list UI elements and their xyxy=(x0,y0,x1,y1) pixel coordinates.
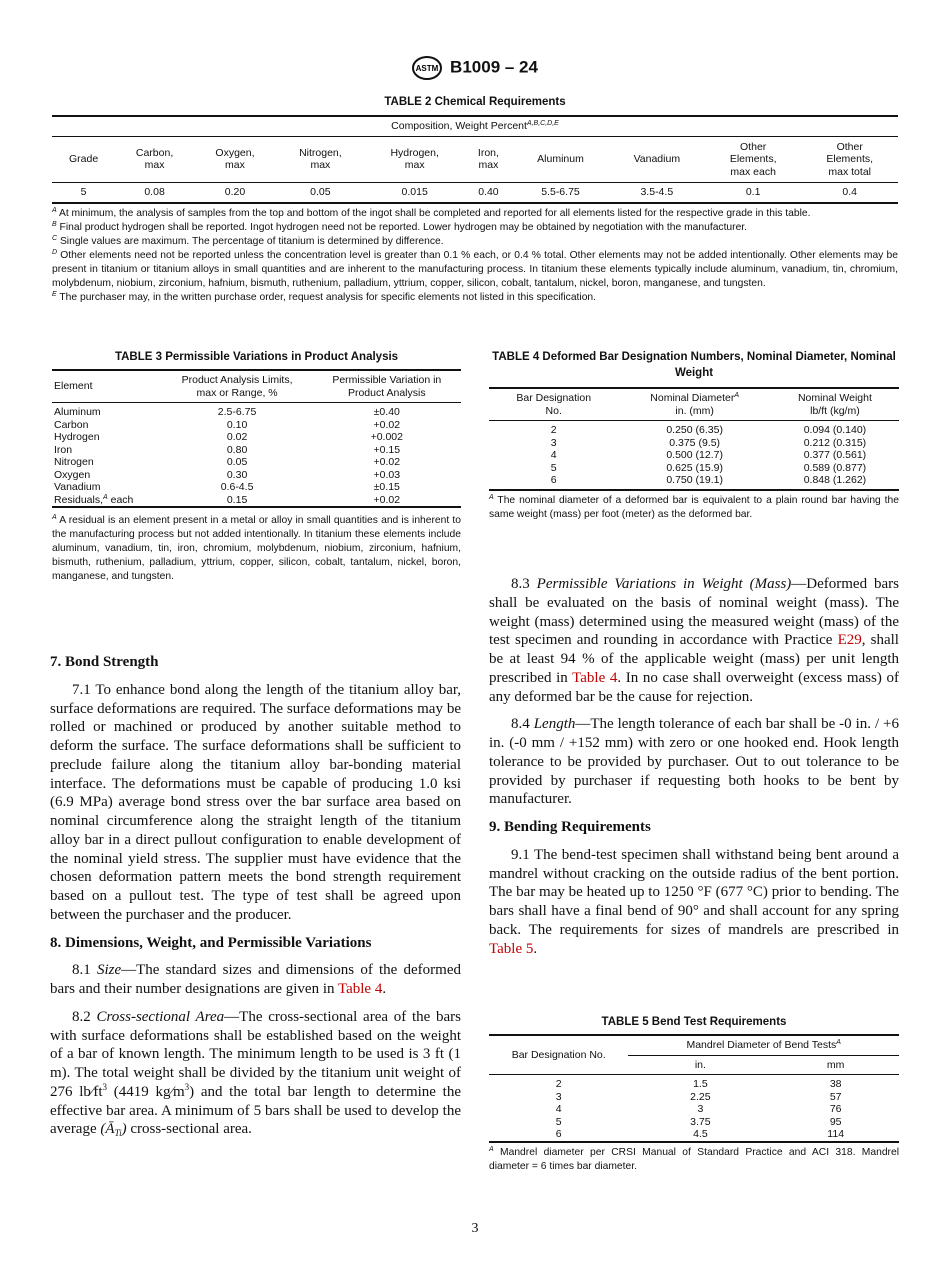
column-header-line: Aluminum xyxy=(537,153,584,165)
column-header-line: Permissible Variation in xyxy=(332,374,442,386)
text-run: 8.4 xyxy=(511,716,534,733)
table-row xyxy=(52,431,461,444)
column-header-line: Other xyxy=(740,140,767,153)
cross-reference-link[interactable]: Table 4 xyxy=(337,981,383,997)
column-header-line: max xyxy=(144,159,165,172)
column-header-line: Bar Designation xyxy=(516,392,592,404)
table-cell: 0.15 xyxy=(226,493,248,506)
column-header-line: max or Range, % xyxy=(196,386,278,399)
column-header-line: Vanadium xyxy=(633,153,681,165)
table-cell: 5 xyxy=(550,461,557,474)
footnote-mark: E xyxy=(52,290,57,298)
text-run: Ti xyxy=(114,1128,122,1139)
table-cell: Aluminum xyxy=(54,406,101,418)
group-header: Composition, Weight Percent xyxy=(391,120,527,132)
table-cell: 114 xyxy=(827,1128,845,1140)
text-run: 9. Bending Requirements xyxy=(489,819,651,835)
table-cell: 5.5-6.75 xyxy=(541,186,580,198)
column-header-line: max each xyxy=(730,165,776,178)
table-cell: 3.75 xyxy=(690,1115,711,1128)
table-row xyxy=(52,456,461,469)
column-header-line: in. (mm) xyxy=(675,404,714,417)
text-run: —The standard sizes and dimensions of the deformed bars and their number designations are given in xyxy=(50,962,461,997)
table-cell: 0.015 xyxy=(401,186,428,198)
text-run: 8.3 xyxy=(511,576,537,592)
table-cell: 3 xyxy=(550,436,557,449)
table-cell: 0.20 xyxy=(224,186,246,198)
table-row xyxy=(489,1075,899,1091)
table-3-title: TABLE 3 Permissible Variations in Product Analysis xyxy=(114,351,399,363)
column-header xyxy=(705,136,802,183)
column-header xyxy=(162,370,313,403)
column-header-line: Hydrogen, xyxy=(390,146,439,159)
column-header-line: max xyxy=(478,159,499,172)
table-cell: 2.25 xyxy=(690,1090,711,1103)
column-header-line: No. xyxy=(545,404,562,417)
table-row xyxy=(489,462,899,475)
table-4 xyxy=(489,349,899,522)
table-cell: 0.250 (6.35) xyxy=(666,424,723,436)
table-row xyxy=(52,183,898,203)
paragraph xyxy=(489,575,899,706)
footnote-text: Single values are maximum. The percentage of titanium is determined by difference. xyxy=(59,235,444,247)
footnote xyxy=(52,235,898,249)
table-cell: 0.750 (19.1) xyxy=(666,474,723,486)
table-row xyxy=(52,481,461,494)
table-cell: 0.10 xyxy=(226,418,248,431)
text-run: —The cross-sectional area of the bars with surface deformations shall be established based on the weight of a bar of known length. The minimum length to be used is 3 ft (1 m). The total weight shall be divided by the titanium unit weight of 276 lb⁄ft xyxy=(50,1008,461,1100)
column-header-line: Element xyxy=(54,380,93,393)
table-cell: 2 xyxy=(555,1078,562,1090)
footnote-text: Final product hydrogen shall be reported. Ingot hydrogen need not be reported. Lower hydrogen may be obtained by negotiation with the manufacturer. xyxy=(59,221,748,233)
paragraph xyxy=(50,961,461,999)
left-column-text xyxy=(50,653,461,1148)
footnote-mark: A xyxy=(52,206,57,214)
text-run: 8. Dimensions, Weight, and Permissible Variations xyxy=(50,934,372,951)
table-cell: 6 xyxy=(555,1128,562,1140)
column-header xyxy=(512,136,609,183)
column-header-line: Product Analysis Limits, xyxy=(181,374,293,386)
table-cell: 2 xyxy=(550,424,557,436)
svg-text:ASTM: ASTM xyxy=(415,64,439,73)
right-column-text xyxy=(489,575,899,967)
column-header-line: Grade xyxy=(69,153,99,165)
table-5: TABLE 5 Bend Test Requirements Bar Designation No. Mandrel Diameter of Bend Tests$^A$ in. mm 2 1.5 38 3 2.25 57 4 3 76 5 3.75 95 6 4.5 114 $^A$ Mandrel diameter per CRSI Manual of Standard Practice and ACI 318. Mandrel diameter = 6 times bar diameter. xyxy=(489,1016,899,1172)
text-run: —Deformed bars shall be evaluated on the basis of nominal weight (mass). The weight (mass) determined using the measured weight (mass) of the test specimen and rounding in accordance with Practice xyxy=(489,576,899,649)
table-row xyxy=(489,1128,899,1142)
table-cell: Oxygen xyxy=(54,468,91,481)
table-cell: 0.625 (15.9) xyxy=(666,461,723,474)
table-cell: 38 xyxy=(829,1078,842,1090)
table-cell: 1.5 xyxy=(693,1078,708,1090)
text-run: 3 xyxy=(102,1081,108,1092)
footnote xyxy=(52,207,898,221)
table-cell: 2.5-6.75 xyxy=(217,406,257,418)
table-cell: 3.5-4.5 xyxy=(640,186,674,198)
column-header-line: Nominal Weight xyxy=(797,392,872,404)
text-run: 8.1 xyxy=(72,962,97,979)
column-header-line: Carbon, xyxy=(135,146,174,159)
cross-reference-link[interactable]: Table 4 xyxy=(572,669,618,686)
column-header-line: lb/ft (kg/m) xyxy=(810,404,860,417)
col-mandrel-diameter: Mandrel Diameter of Bend Tests xyxy=(686,1039,837,1051)
table-cell: 0.02 xyxy=(226,431,248,443)
table-cell xyxy=(52,494,162,508)
footnote-mark: D xyxy=(52,248,58,256)
text-run: (Ā xyxy=(100,1121,115,1138)
paragraph xyxy=(489,846,899,959)
table-cell: 0.08 xyxy=(144,186,165,198)
table-row xyxy=(52,469,461,482)
table-cell: +0.03 xyxy=(373,468,401,481)
table-cell: +0.02 xyxy=(373,418,401,431)
text-run: 3 xyxy=(184,1081,190,1092)
table-cell: 0.212 (0.315) xyxy=(803,436,867,449)
column-header xyxy=(276,136,365,183)
table-cell: 3 xyxy=(697,1103,704,1115)
text-run: 7. Bond Strength xyxy=(50,654,159,670)
text-run: Cross-sectional Area xyxy=(96,1008,225,1025)
footnote-text: The purchaser may, in the written purchase order, request analysis for specific elements not listed in this specification. xyxy=(59,291,597,303)
footnote xyxy=(52,249,898,291)
paragraph xyxy=(50,1008,461,1139)
table-cell: 0.05 xyxy=(226,456,248,468)
table-2 xyxy=(52,94,898,305)
column-header xyxy=(52,136,115,183)
table-cell: 0.500 (12.7) xyxy=(666,449,723,461)
table-row xyxy=(52,419,461,432)
footnote xyxy=(52,221,898,235)
table-cell: 4.5 xyxy=(693,1128,708,1140)
column-header-line: Other xyxy=(836,140,863,153)
table-cell: 0.094 (0.140) xyxy=(803,424,867,436)
table-3-footnote: $^A$ A residual is an element present in a metal or alloy in small quantities and is inherent to the manufacturing process but not added intentionally. In titanium these elements include aluminum, vanadium, tin, iron, chromium, molybdenum, niobium, zirconium, hafnium, bismuth, ruthenium, palladium, yttrium, copper, silicon, cobalt, tantalum, nickel, boron, manganese, and tungsten. xyxy=(52,514,461,582)
column-header xyxy=(313,370,461,403)
footnote-mark: A xyxy=(103,493,108,501)
column-header-line: Nominal Diameter xyxy=(650,392,735,404)
column-header xyxy=(618,388,770,421)
table-5-title: TABLE 5 Bend Test Requirements xyxy=(601,1016,787,1028)
footnote-mark: A xyxy=(734,392,739,399)
table-cell: Vanadium xyxy=(54,481,101,493)
column-header-line: max xyxy=(404,159,425,172)
section-heading xyxy=(50,653,461,672)
table-cell: +0.15 xyxy=(373,443,401,456)
column-header-line: Elements, xyxy=(826,153,874,165)
table-row xyxy=(489,1091,899,1104)
table-4-footnote: $^A$ The nominal diameter of a deformed bar is equivalent to a plain round bar having the same weight (mass) per foot (meter) as the deformed bar. xyxy=(489,493,899,520)
table-cell: 0.40 xyxy=(478,186,499,198)
table-cell: 0.05 xyxy=(310,186,331,198)
table-row xyxy=(52,444,461,457)
table-cell: ±0.15 xyxy=(373,481,400,493)
table-cell: +0.002 xyxy=(370,431,403,443)
table-cell: 0.848 (1.262) xyxy=(803,474,867,486)
column-header-line: Product Analysis xyxy=(347,386,426,399)
footnote-marks: A,B,C,D,E xyxy=(526,120,559,127)
table-cell: 0.377 (0.561) xyxy=(803,449,867,461)
cross-reference-link[interactable]: E29 xyxy=(837,632,862,649)
col-mm: mm xyxy=(826,1058,845,1071)
paragraph xyxy=(50,681,461,925)
column-header xyxy=(609,136,705,183)
text-run: 8.2 xyxy=(72,1008,97,1025)
col-bar-designation: Bar Designation No. xyxy=(489,1035,628,1075)
table-cell: 0.1 xyxy=(745,186,761,198)
table-cell: Carbon xyxy=(54,418,89,431)
element-name: Residuals, xyxy=(54,493,104,506)
table-row xyxy=(489,1116,899,1129)
col-in: in. xyxy=(694,1058,706,1071)
table-cell: 76 xyxy=(829,1103,842,1115)
page-number: 3 xyxy=(471,1221,479,1236)
table-cell: Nitrogen xyxy=(54,456,94,468)
text-run: 7.1 To enhance bond along the length of the titanium alloy bar, surface deformations are required. The surface deformations may be rolled or machined or produced by another suitable method to deform the surface. The surface deformations shall be sufficient to preclude failure along the titanium alloy bar-bonding material interface. The deformations must be capable of producing 1.0 ksi (6.9 MPa) average bond stress over the bar surface area based on nominal circumference along the straight length of the titanium alloy bar in a direct pullout configuration to enable development of the nominal yield stress. The supplier must have evidence that the chosen deformation pattern meets the bond strength requirement based on a pullout test. The type of test shall be agreed upon between the purchaser and the producer. xyxy=(50,681,461,923)
footnote-text: Other elements need not be reported unless the concentration level is greater than 0.1 % each, or 0.4 % total. Other elements may not be added intentionally. Other elements may be present in titanium or titanium alloys in small quantities and are inherent to the manufacturing process. In titanium these elements typically include aluminum, vanadium, tin, chromium, molybdenum, niobium, zirconium, hafnium, bismuth, ruthenium, palladium, yttrium, copper, silicon, cobalt, tantalum, nickel, boron, manganese, and tungsten. xyxy=(52,249,898,289)
column-header-line: Iron, xyxy=(477,146,499,159)
table-3 xyxy=(52,349,461,584)
table-5-footnote: $^A$ Mandrel diameter per CRSI Manual of Standard Practice and ACI 318. Mandrel diameter = 6 times bar diameter. xyxy=(489,1145,899,1172)
table-cell: +0.02 xyxy=(373,493,401,506)
table-row xyxy=(489,421,899,437)
text-run: , shall be at least 94 % of the applicable weight (mass) per unit length prescribed in xyxy=(489,632,899,686)
table-cell: 0.30 xyxy=(226,468,248,481)
column-header xyxy=(801,136,898,183)
text-run: . xyxy=(382,981,387,997)
table-row xyxy=(489,474,899,490)
column-header-line: Oxygen, xyxy=(215,146,255,159)
footnote-mark: B xyxy=(52,220,57,228)
astm-logo-icon xyxy=(412,56,442,80)
section-heading xyxy=(489,818,899,837)
column-header-line: Nitrogen, xyxy=(299,146,342,159)
text-run: Length xyxy=(533,716,576,733)
table-cell: 95 xyxy=(829,1115,842,1128)
text-run: . xyxy=(533,940,538,957)
footnote xyxy=(52,291,898,305)
text-run: Size xyxy=(96,962,122,979)
footnote-mark: C xyxy=(52,234,58,242)
text-run: Permissible Variations in Weight (Mass) xyxy=(536,576,792,592)
column-header-line: max xyxy=(310,159,331,172)
text-run: 9.1 The bend-test specimen shall withstand being bent around a mandrel without cracking on the outside radius of the bent portion. The bar may be heated up to 1250 °F (677 °C) prior to bending. The bars shall have a final bend of 90° and shall account for any spring back. The requirements for sizes of mandrels are prescribed in xyxy=(489,846,899,938)
table-row xyxy=(489,437,899,450)
paragraph xyxy=(489,715,899,809)
table-cell: 57 xyxy=(829,1090,842,1103)
designation: B1009 – 24 xyxy=(450,57,538,77)
table-row xyxy=(52,403,461,419)
table-row xyxy=(52,494,461,508)
table-row xyxy=(489,449,899,462)
column-header-line: max total xyxy=(828,165,871,178)
table-row xyxy=(489,1103,899,1116)
table-cell: 4 xyxy=(550,449,557,461)
table-cell: 0.6-4.5 xyxy=(220,481,254,493)
text-run: —The length tolerance of each bar shall be -0 in. / +6 in. (-0 mm / +152 mm) with zero or one hooked end. Hook length tolerance to be provided by purchaser. Out to out tolerance to be provided by purchaser if requesting both hooks to be bent by manufacturer. xyxy=(489,716,899,808)
table-cell: 3 xyxy=(555,1090,562,1103)
column-header xyxy=(194,136,276,183)
column-header-line: max xyxy=(225,159,245,172)
page-header xyxy=(0,56,950,80)
column-header xyxy=(465,136,513,183)
element-suffix: each xyxy=(107,493,134,506)
column-header xyxy=(115,136,194,183)
table-2-title: TABLE 2 Chemical Requirements xyxy=(384,96,566,108)
footnote-text: At minimum, the analysis of samples from the top and bottom of the ingot shall be completed and reported for all elements listed for the respective grade in this table. xyxy=(58,207,811,219)
column-header xyxy=(365,136,465,183)
column-header xyxy=(52,370,162,403)
text-run: (4419 kg⁄m xyxy=(107,1083,185,1100)
table-cell: 0.4 xyxy=(842,186,857,198)
section-heading xyxy=(50,934,461,953)
cross-reference-link[interactable]: Table 5 xyxy=(489,940,534,957)
text-run: cross-sectional area. xyxy=(126,1121,252,1138)
text-run: ) and the total bar length to determine the effective bar area. A minimum of 5 bars shall be used to develop the average xyxy=(50,1083,461,1138)
column-header-line: Elements, xyxy=(729,153,777,165)
table-cell: 6 xyxy=(550,474,557,486)
text-run: ) xyxy=(121,1121,127,1138)
table-4-title: TABLE 4 Deformed Bar Designation Numbers, Nominal Diameter, Nominal Weight xyxy=(492,351,896,379)
table-cell: 0.589 (0.877) xyxy=(803,461,867,474)
table-cell: 4 xyxy=(555,1103,562,1115)
table-cell: 0.80 xyxy=(226,443,248,456)
table-cell: 0.375 (9.5) xyxy=(669,436,721,449)
column-header xyxy=(771,388,899,421)
table-cell: ±0.40 xyxy=(373,406,400,418)
text-run: . In no case shall overweight (excess mass) of any deformed bar be the cause for rejection. xyxy=(489,669,899,705)
table-cell: 5 xyxy=(555,1115,562,1128)
table-cell: Hydrogen xyxy=(54,431,100,443)
table-cell: 5 xyxy=(80,186,87,198)
column-header xyxy=(489,388,618,421)
table-cell: Iron xyxy=(54,443,73,456)
table-cell: +0.02 xyxy=(373,456,401,468)
